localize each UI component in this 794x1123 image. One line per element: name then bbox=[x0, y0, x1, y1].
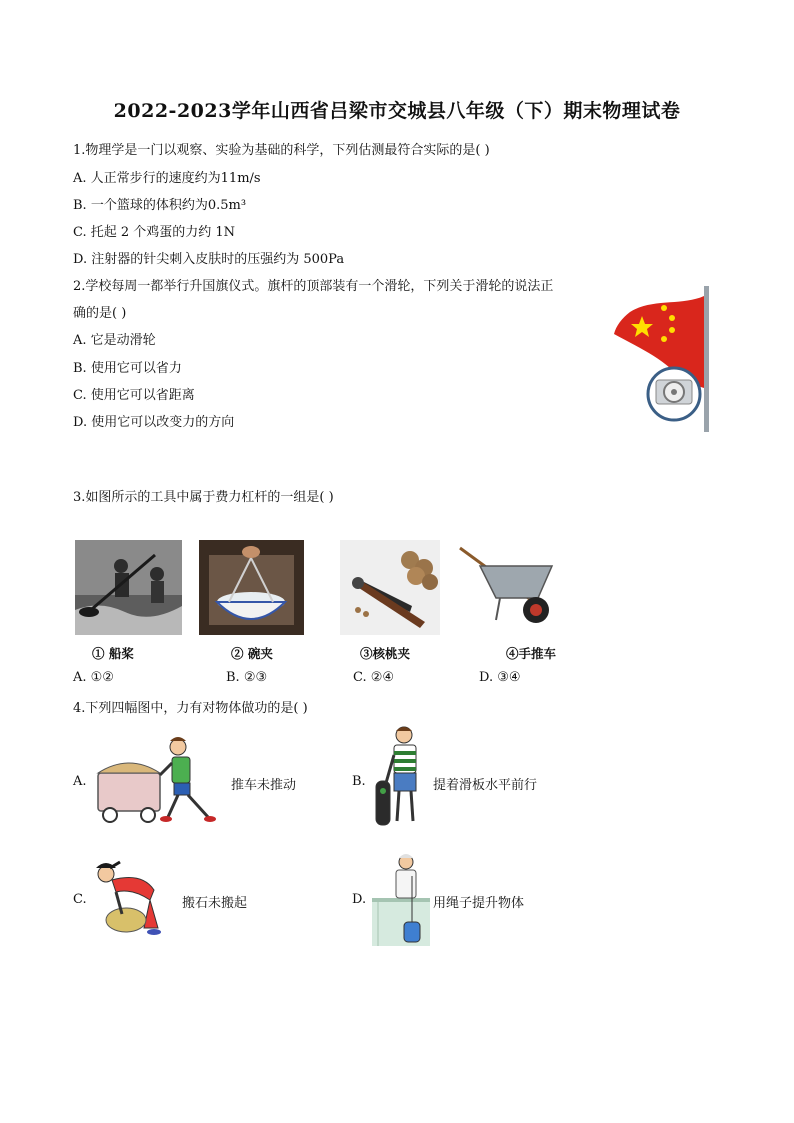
q4-option-d-label: 用绳子提升物体 bbox=[433, 896, 525, 911]
q3-option-b[interactable]: B. ②③ bbox=[226, 670, 268, 685]
q1-option-d[interactable]: D. 注射器的针尖刺入皮肤时的压强约为 500Pa bbox=[73, 252, 345, 267]
q4-stem: 4.下列四幅图中，力有对物体做功的是( ) bbox=[73, 701, 308, 716]
q4-option-b-letter[interactable]: B. bbox=[352, 774, 366, 789]
push-cart-image bbox=[94, 735, 224, 827]
q2-option-c[interactable]: C. 使用它可以省距离 bbox=[73, 388, 195, 403]
q4-option-c-letter[interactable]: C. bbox=[73, 892, 87, 907]
q3-option-c[interactable]: C. ②④ bbox=[353, 670, 395, 685]
q1-stem: 1.物理学是一门以观察、实验为基础的科学，下列估测最符合实际的是( ) bbox=[73, 143, 490, 158]
q3-stem: 3.如图所示的工具中属于费力杠杆的一组是( ) bbox=[73, 490, 334, 505]
q4-option-a-letter[interactable]: A. bbox=[73, 774, 87, 789]
q2-option-a[interactable]: A. 它是动滑轮 bbox=[73, 333, 156, 348]
flag-small-star-icon bbox=[661, 336, 667, 342]
flag-small-star-icon bbox=[669, 327, 675, 333]
flagpole bbox=[704, 286, 709, 432]
rope-lift-image bbox=[372, 852, 430, 946]
q3-caption-4: ④手推车 bbox=[506, 646, 557, 661]
wheelbarrow-photo bbox=[456, 540, 556, 635]
q1-option-b[interactable]: B. 一个篮球的体积约为0.5m³ bbox=[73, 198, 247, 213]
pulley-axle bbox=[671, 389, 677, 395]
lift-stone-image bbox=[92, 858, 172, 938]
flag-pulley-image bbox=[612, 284, 726, 434]
q3-caption-1: ① 船桨 bbox=[92, 646, 134, 661]
carry-skateboard-image bbox=[372, 725, 432, 830]
q2-stem-line2: 确的是( ) bbox=[73, 306, 127, 321]
flag-small-star-icon bbox=[669, 315, 675, 321]
q3-caption-3: ③核桃夹 bbox=[360, 646, 411, 661]
nutcracker-photo bbox=[340, 540, 440, 635]
q3-caption-2: ② 碗夹 bbox=[231, 646, 273, 661]
q1-option-a[interactable]: A. 人正常步行的速度约为11m/s bbox=[73, 171, 261, 186]
q3-option-d[interactable]: D. ③④ bbox=[479, 670, 521, 685]
flag-small-star-icon bbox=[661, 305, 667, 311]
q4-option-b-label: 提着滑板水平前行 bbox=[433, 778, 538, 793]
q4-option-c-label: 搬石未搬起 bbox=[182, 896, 248, 911]
bowl-clip-photo bbox=[199, 540, 304, 635]
q4-option-d-letter[interactable]: D. bbox=[352, 892, 367, 907]
q2-option-b[interactable]: B. 使用它可以省力 bbox=[73, 361, 182, 376]
exam-title: 2022-2023学年山西省吕梁市交城县八年级（下）期末物理试卷 bbox=[113, 100, 681, 122]
q2-stem-line1: 2.学校每周一都举行升国旗仪式。旗杆的顶部装有一个滑轮，下列关于滑轮的说法正 bbox=[73, 279, 554, 294]
q4-option-a-label: 推车未推动 bbox=[231, 778, 297, 793]
q3-option-a[interactable]: A. ①② bbox=[73, 670, 114, 685]
q2-option-d[interactable]: D. 使用它可以改变力的方向 bbox=[73, 415, 235, 430]
q1-option-c[interactable]: C. 托起 2 个鸡蛋的力约 1N bbox=[73, 225, 236, 240]
paddle-photo bbox=[75, 540, 182, 635]
